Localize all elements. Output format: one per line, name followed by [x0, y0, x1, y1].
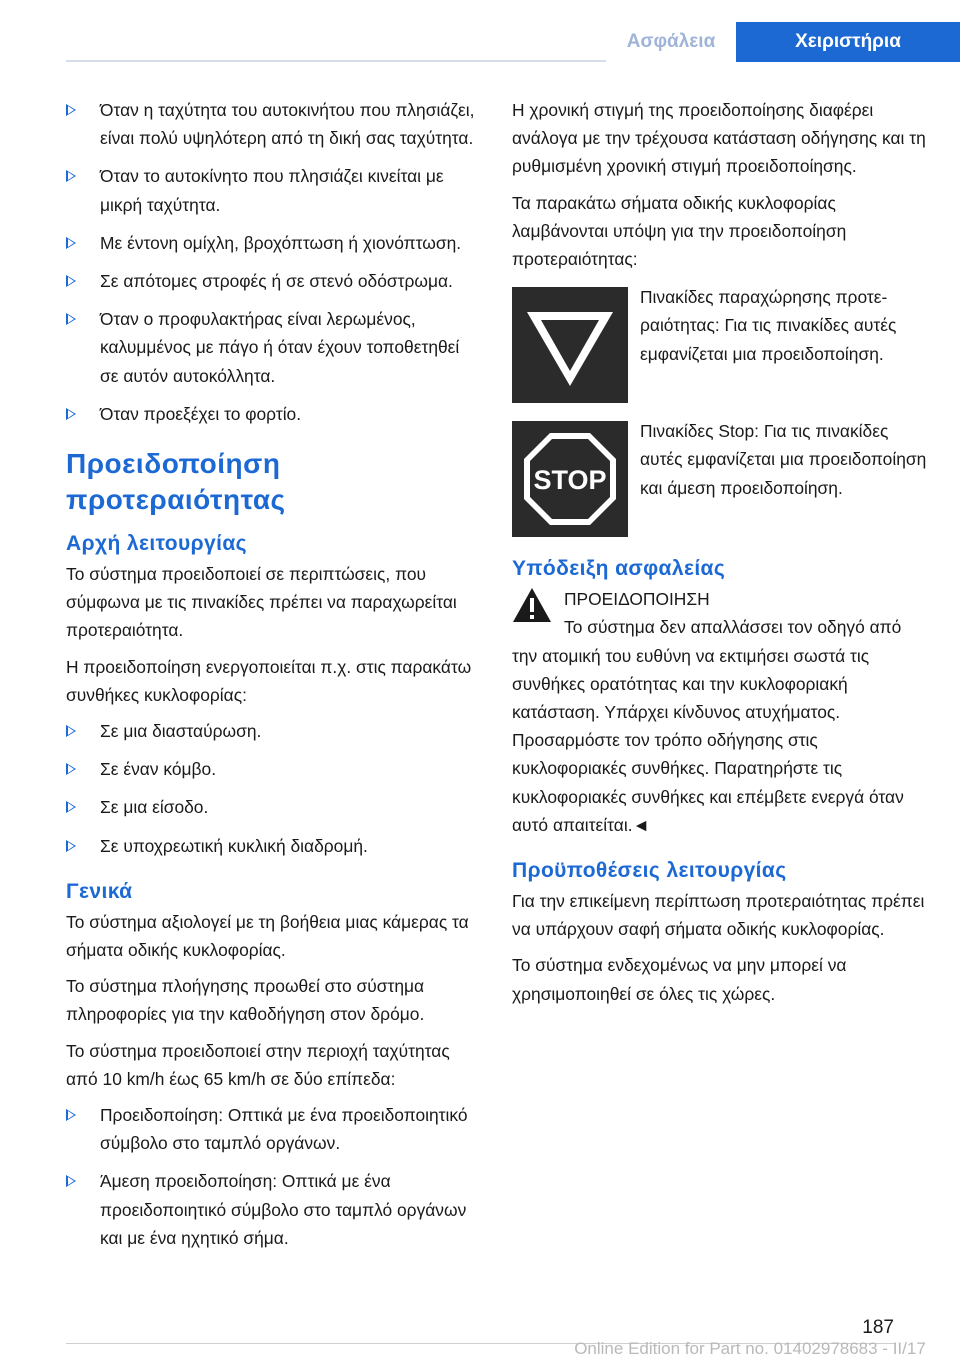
general-paragraph-2: Το σύστημα πλοήγησης προωθεί στο σύστημα πληροφορίες για την καθοδήγηση στον δρόμο.	[66, 976, 425, 1025]
warning-levels-list	[66, 1101, 482, 1252]
signs-intro-paragraph: Τα παρακάτω σήματα οδικής κυκλοφορίας λαμβάνονται υπόψη για την προειδοποίηση προτεραιότητας:	[512, 192, 847, 270]
stop-sign-text: Πινακίδες Stop: Για τις πινακίδες αυτές εμφανίζεται μια προειδοποίηση και άμεση προειδοποίηση.	[640, 421, 927, 498]
warning-label: ΠΡΟΕΙΔΟΠΟΙΗΣΗ	[564, 589, 710, 610]
limitations-list	[66, 96, 482, 428]
bullet-triangle-icon	[66, 801, 76, 813]
timing-paragraph: Η χρονική στιγμή της προειδοποίησης διαφέρει ανάλογα με την τρέχουσα κατάσταση οδήγησης και τη ρυθμισμένη χρονική στιγμή προειδοποίησης.	[512, 100, 926, 177]
yield-sign-text: Πινακίδες παραχώρησης προτεραιότητας: Για τις πινακίδες αυτές εμφανίζεται μια προειδοποίηση.	[640, 287, 897, 364]
list-item: Προειδοποίηση: Οπτικά με ένα προειδοποιητικό σύμβολο στο ταμπλό οργάνων.	[66, 1101, 482, 1157]
left-column	[66, 96, 482, 1262]
yield-sign-row	[512, 283, 928, 403]
page-number: 187	[862, 1317, 894, 1338]
right-column	[512, 96, 928, 1016]
principle-paragraph-1: Το σύστημα προειδοποιεί σε περιπτώσεις, που σύμφωνα με τις πινακίδες πρέπει να παραχωρείται προτεραιότητα.	[66, 564, 457, 641]
list-item: Όταν το αυτοκίνητο που πλησιάζει κινείται με μικρή ταχύτητα.	[66, 162, 482, 218]
stop-sign-label: STOP	[533, 465, 607, 496]
stop-sign-row	[512, 417, 928, 537]
warning-triangle-icon	[512, 587, 552, 623]
yield-sign-icon	[521, 296, 619, 394]
bullet-triangle-icon	[66, 840, 76, 852]
prerequisites-heading: Προϋποθέσεις λειτουργίας	[512, 859, 787, 883]
bullet-triangle-icon	[66, 275, 76, 287]
prerequisites-paragraph-2: Το σύστημα ενδεχομένως να μην μπορεί να χρησιμοποιηθεί σε όλες τις χώρες.	[512, 955, 847, 1004]
bullet-triangle-icon	[66, 170, 76, 182]
list-item: Σε μια διασταύρωση.	[66, 717, 482, 745]
list-item: Όταν ο προφυλακτήρας είναι λερωμένος, καλυμμένος με πάγο ή όταν έχουν τοποθετηθεί σε αυτόν αυτοκόλλητα.	[66, 305, 482, 390]
list-item: Σε απότομες στροφές ή σε στενό οδόστρωμα.	[66, 267, 482, 295]
safety-heading: Υπόδειξη ασφαλείας	[512, 557, 726, 581]
general-heading: Γενικά	[66, 879, 133, 903]
bullet-triangle-icon	[66, 1175, 76, 1187]
list-item: Όταν προεξέχει το φορτίο.	[66, 400, 482, 428]
list-item: Σε μια είσοδο.	[66, 793, 482, 821]
list-item: Όταν η ταχύτητα του αυτοκινήτου που πλησιάζει, είναι πολύ υψηλότερη από τη δική σας ταχύτητα.	[66, 96, 482, 152]
yield-sign-image	[512, 287, 628, 403]
bullet-triangle-icon	[66, 763, 76, 775]
list-item: Σε έναν κόμβο.	[66, 755, 482, 783]
general-paragraph-3: Το σύστημα προειδοποιεί στην περιοχή ταχύτητας από 10 km/h έως 65 km/h σε δύο επίπεδα:	[66, 1040, 450, 1089]
list-item: Σε υποχρεωτική κυκλική διαδρομή.	[66, 832, 482, 860]
bullet-triangle-icon	[66, 104, 76, 116]
situations-list	[66, 717, 482, 860]
stop-sign-image	[512, 421, 628, 537]
edition-note: Online Edition for Part no. 01402978683 - II/17	[574, 1339, 926, 1358]
prerequisites-paragraph-1: Για την επικείμενη περίπτωση προτεραιότητας πρέπει να υπάρχουν σαφή σήματα οδικής κυκλοφορίας.	[512, 891, 925, 940]
principle-paragraph-2: Η προειδοποίηση ενεργοποιείται π.χ. στις παρακάτω συνθήκες κυκλοφορίας:	[66, 656, 472, 705]
bullet-triangle-icon	[66, 313, 76, 325]
stop-sign-icon	[520, 429, 620, 529]
tab-section-safety[interactable]: Ασφάλεια	[606, 22, 736, 62]
safety-warning	[512, 585, 928, 839]
header-divider	[66, 60, 606, 62]
bullet-triangle-icon	[66, 408, 76, 420]
list-item: Με έντονη ομίχλη, βροχόπτωση ή χιονόπτωση.	[66, 229, 482, 257]
general-paragraph-1: Το σύστημα αξιολογεί με τη βοήθεια μιας κάμερας τα σήματα οδικής κυκλοφορίας.	[66, 911, 469, 961]
bullet-triangle-icon	[66, 725, 76, 737]
section-title: Προειδοποίηση προτεραιότητας	[66, 448, 286, 516]
list-item: Άμεση προειδοποίηση: Οπτικά με ένα προειδοποιητικό σύμβολο στο ταμπλό οργάνων και με ένα ηχητικό σήμα.	[66, 1167, 482, 1252]
page-header	[0, 22, 960, 62]
tab-section-controls[interactable]: Χειριστήρια	[736, 22, 960, 62]
bullet-triangle-icon	[66, 237, 76, 249]
principle-heading: Αρχή λειτουργίας	[66, 532, 247, 556]
bullet-triangle-icon	[66, 1109, 76, 1121]
warning-text: Το σύστημα δεν απαλλάσσει τον οδηγό από την ατομική του ευθύνη να εκτιμήσει σωστά τις συνθήκες ορατότητας και την κυκλοφοριακή κατάσταση. Υπάρχει κίνδυνος ατυχήματος. Προσαρμόστε τον τρόπο οδήγησης στις κυκλοφοριακές συνθήκες. Παρατηρήστε τις κυκλοφοριακές συνθήκες και επέμβετε ενεργά όταν αυτό απαιτείται.◄	[512, 617, 904, 835]
